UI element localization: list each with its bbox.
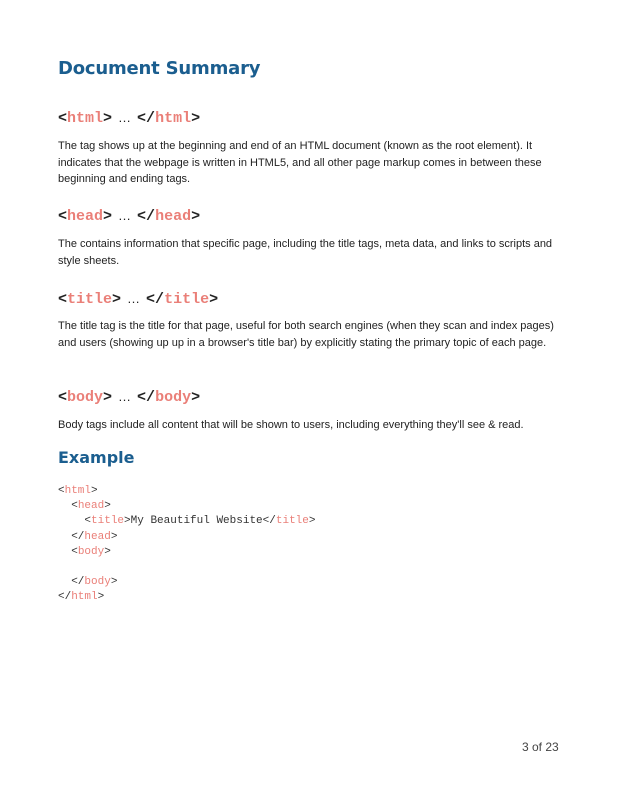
- head-tag-description: The contains information that specific page, including the title tags, meta data, and links to scripts and style sheets.: [58, 238, 553, 267]
- code-line-head-open: <head>: [71, 500, 111, 513]
- code-line-blank: [58, 560, 316, 575]
- code-line-body-close: </body>: [71, 576, 118, 589]
- title-tag-heading: <title> … </title>: [58, 291, 219, 308]
- title-tag-description: The title tag is the title for that page, useful for both search engines (when they scan and index pages) and users (showing up up in a browser's title bar) by explicitly stating the primary topic of each page.: [58, 320, 554, 349]
- html-tag-heading: <html> … </html>: [58, 110, 201, 127]
- example-heading: Example: [58, 448, 135, 467]
- head-tag-heading: <head> … </head>: [58, 208, 201, 225]
- document-title: Document Summary: [58, 58, 261, 79]
- example-code-block: [58, 484, 316, 606]
- code-line-head-close: </head>: [71, 530, 118, 543]
- page-number: 3 of 23: [522, 740, 559, 754]
- code-line-html-open: <html>: [58, 485, 98, 497]
- body-tag-description: Body tags include all content that will be shown to users, including everything they'll see & read.: [58, 419, 524, 431]
- code-line-body-open: <body>: [71, 545, 111, 558]
- code-line-title: <title>My Beautiful Website</title>: [84, 515, 316, 528]
- body-tag-heading: <body> … </body>: [58, 389, 201, 406]
- code-line-html-close: </html>: [58, 591, 105, 604]
- html-tag-description: The tag shows up at the beginning and end of an HTML document (known as the root element). It indicates that the webpage is written in HTML5, and all other page markup comes in between these beginning and ending tags.: [58, 140, 542, 185]
